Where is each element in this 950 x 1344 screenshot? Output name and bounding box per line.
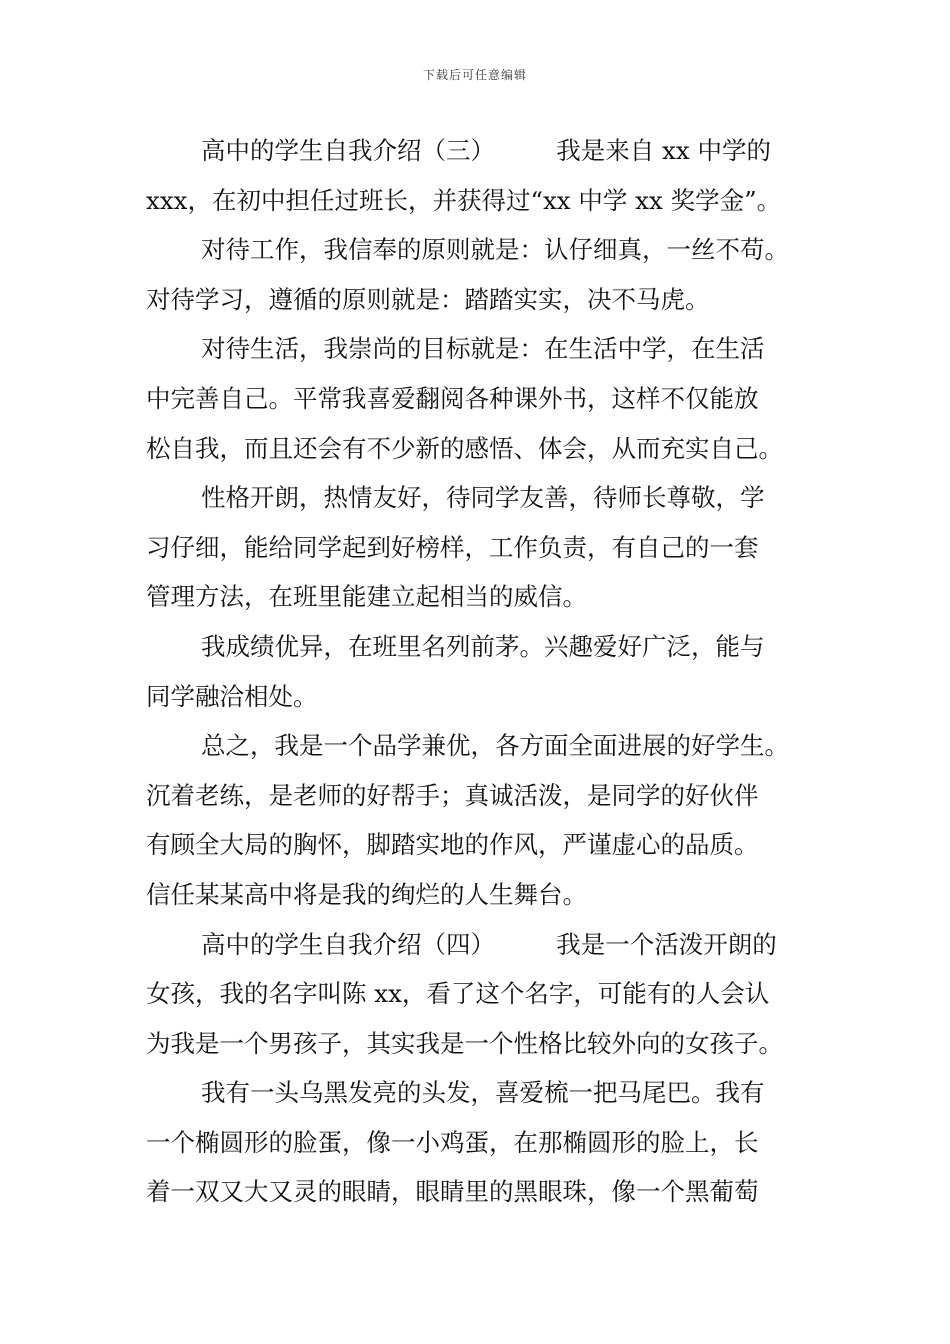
text-line: 女孩，我的名字叫陈 xx，看了这个名字，可能有的人会认 bbox=[146, 979, 770, 1009]
text-line: 信任某某高中将是我的绚烂的人生舞台。 bbox=[146, 879, 587, 909]
text-line: 我有一头乌黑发亮的头发，喜爱梳一把马尾巴。我有 bbox=[201, 1078, 765, 1108]
text-line: 总之，我是一个品学兼优，各方面全面进展的好学生。 bbox=[201, 731, 789, 761]
text-line: 高中的学生自我介绍（四） 我是一个活泼开朗的 bbox=[201, 929, 777, 959]
text-line: 性格开朗，热情友好，待同学友善，待师长尊敬，学 bbox=[201, 483, 765, 513]
text-line: 对待生活，我崇尚的目标就是：在生活中学，在生活 bbox=[201, 334, 765, 364]
text-line: 高中的学生自我介绍（三） 我是来自 xx 中学的 bbox=[201, 136, 771, 165]
text-line: 着一双又大又灵的眼睛，眼睛里的黑眼珠，像一个黑葡萄 bbox=[146, 1177, 759, 1207]
text-line: 同学融洽相处。 bbox=[146, 681, 318, 711]
page-header: 下载后可任意编辑 bbox=[422, 68, 527, 82]
text-line: 为我是一个男孩子，其实我是一个性格比较外向的女孩子。 bbox=[146, 1028, 783, 1058]
text-line: 中完善自己。平常我喜爱翻阅各种课外书，这样不仅能放 bbox=[146, 383, 759, 413]
document-body bbox=[146, 126, 816, 1217]
text-line: 有顾全大局的胸怀，脚踏实地的作风，严谨虚心的品质。 bbox=[146, 830, 759, 860]
text-line: 松自我，而且还会有不少新的感悟、体会，从而充实自己。 bbox=[146, 433, 783, 463]
text-line: 对待工作，我信奉的原则就是：认仔细真，一丝不苟。 bbox=[201, 235, 789, 265]
text-line: 管理方法，在班里能建立起相当的威信。 bbox=[146, 582, 587, 612]
text-line: 沉着老练，是老师的好帮手；真诚活泼，是同学的好伙伴 bbox=[146, 780, 759, 810]
text-line: 习仔细，能给同学起到好榜样，工作负责，有自己的一套 bbox=[146, 532, 759, 562]
text-line: xxx，在初中担任过班长，并获得过“xx 中学 xx 奖学金”。 bbox=[146, 185, 782, 215]
text-line: 我成绩优异，在班里名列前茅。兴趣爱好广泛，能与 bbox=[201, 631, 765, 661]
text-line: 一个椭圆形的脸蛋，像一小鸡蛋，在那椭圆形的脸上，长 bbox=[146, 1127, 759, 1157]
text-line: 对待学习，遵循的原则就是：踏踏实实，决不马虎。 bbox=[146, 284, 710, 314]
